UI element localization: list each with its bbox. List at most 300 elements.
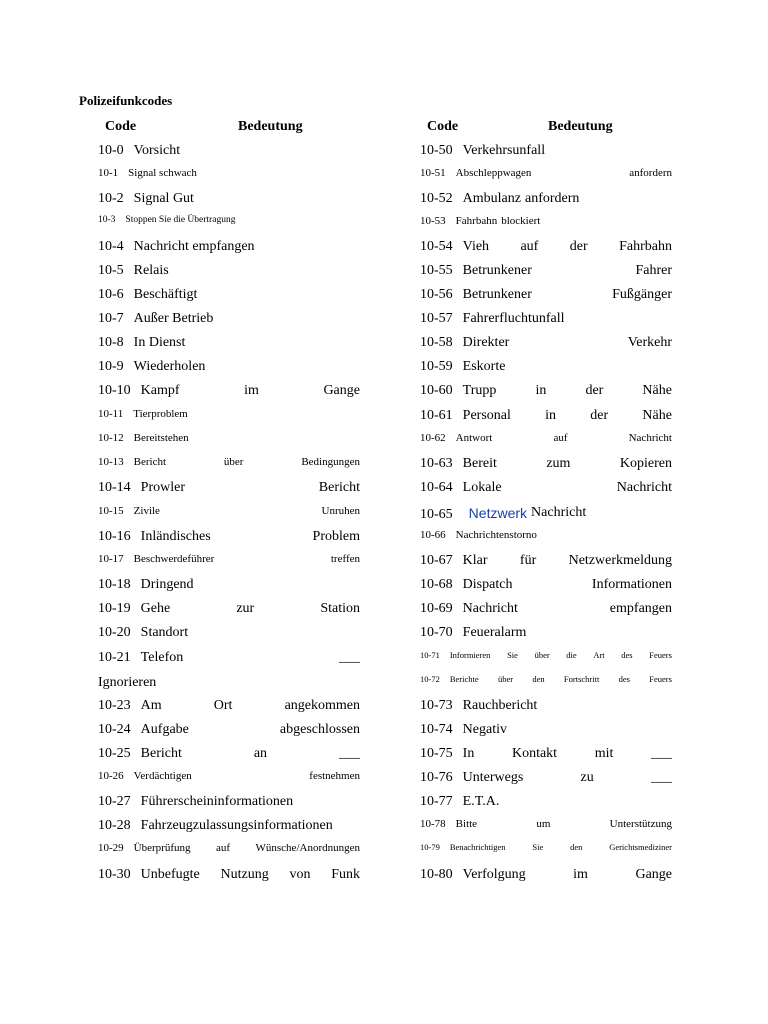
code-meaning	[463, 311, 672, 327]
meaning-word: Verkehr	[627, 335, 672, 350]
code-value: 10-4	[98, 239, 124, 254]
code-value: 10-71	[420, 650, 440, 660]
meaning-word: Am	[140, 698, 162, 713]
meaning-word: Standort	[140, 625, 189, 640]
code-meaning	[450, 650, 672, 660]
code-row	[420, 867, 672, 887]
meaning-word: für	[519, 553, 537, 568]
meaning-word: Trupp	[462, 383, 497, 398]
code-meaning	[141, 601, 360, 617]
meaning-word: Wünsche/Anordnungen	[255, 842, 360, 854]
meaning-word: Fahrbahn	[619, 239, 672, 254]
code-meaning	[463, 625, 672, 641]
meaning-word: über	[497, 674, 514, 684]
code-meaning	[463, 287, 672, 303]
code-meaning	[141, 529, 360, 545]
code-value: 10-9	[98, 359, 124, 374]
code-row	[420, 577, 672, 597]
code-meaning	[463, 263, 672, 279]
meaning-word: Unterwegs	[462, 770, 524, 785]
meaning-word: Abschleppwagen	[455, 167, 532, 179]
meaning-word: blockiert	[501, 215, 541, 227]
code-meaning	[125, 215, 360, 225]
code-meaning	[463, 746, 672, 762]
meaning-word: Bericht	[133, 456, 167, 468]
meaning-word: ___	[338, 746, 360, 761]
code-value: 10-72	[420, 674, 440, 684]
code-value: 10-58	[420, 335, 453, 350]
code-meaning	[463, 794, 672, 810]
code-row	[420, 335, 672, 355]
meaning-word: Überprüfung	[133, 842, 191, 854]
code-meaning	[450, 674, 672, 684]
code-meaning	[141, 746, 360, 762]
code-row	[420, 480, 672, 500]
meaning-word: auf	[553, 432, 568, 444]
meaning-word: Direkter	[462, 335, 510, 350]
code-row	[98, 335, 360, 355]
meaning-word: zum	[546, 456, 571, 471]
code-value: 10-8	[98, 335, 124, 350]
meaning-word: Klar	[462, 553, 488, 568]
code-value: 10-23	[98, 698, 131, 713]
code-value: 10-12	[98, 432, 124, 444]
code-row	[420, 456, 672, 476]
meaning-word: auf	[520, 239, 539, 254]
meaning-word: Stoppen Sie die Übertragung	[125, 215, 236, 225]
meaning-word: über	[223, 456, 244, 468]
meaning-word: Station	[320, 601, 360, 616]
code-row	[98, 215, 360, 235]
code-value: 10-19	[98, 601, 131, 616]
code-value: 10-2	[98, 191, 124, 206]
code-value: 10-13	[98, 456, 124, 468]
code-meaning	[463, 480, 672, 496]
meaning-word: ___	[650, 770, 672, 785]
meaning-word: Führerscheininformationen	[140, 794, 294, 809]
code-meaning	[141, 818, 360, 834]
left-meaning-header: Bedeutung	[238, 119, 303, 134]
code-meaning	[463, 335, 672, 351]
meaning-word: Feuers	[649, 674, 672, 684]
code-meaning	[133, 408, 360, 420]
code-row	[98, 842, 360, 862]
netzwerk-link[interactable]: Netzwerk	[468, 505, 528, 521]
meaning-word: Ort	[213, 698, 233, 713]
code-meaning	[456, 432, 672, 444]
code-row	[420, 167, 672, 187]
meaning-word: ___	[651, 746, 672, 761]
meaning-word: Bereit	[462, 456, 497, 471]
code-meaning	[463, 722, 672, 738]
left-code-header: Code	[105, 119, 137, 134]
code-row	[420, 770, 672, 790]
code-meaning	[134, 553, 360, 565]
code-meaning	[141, 480, 360, 496]
meaning-word: Telefon	[140, 650, 184, 665]
code-value: 10-6	[98, 287, 124, 302]
code-value: 10-79	[420, 842, 440, 852]
meaning-word: Netzwerkmeldung	[568, 553, 672, 568]
code-value: 10-5	[98, 263, 124, 278]
code-row	[420, 722, 672, 742]
meaning-word: von	[289, 867, 311, 882]
code-value: 10-77	[420, 794, 453, 809]
code-meaning	[456, 215, 672, 227]
code-row	[420, 215, 672, 235]
meaning-word: Inländisches	[140, 529, 211, 544]
meaning-word: Feuers	[649, 650, 672, 660]
code-row	[420, 625, 672, 645]
code-meaning	[134, 143, 360, 159]
code-meaning	[463, 191, 672, 207]
code-row	[98, 359, 360, 379]
code-meaning	[134, 335, 360, 351]
code-value: 10-76	[420, 770, 453, 785]
meaning-word: Nachricht	[616, 480, 672, 495]
meaning-word: in	[545, 408, 557, 423]
code-row	[420, 650, 672, 670]
meaning-word: ___	[339, 650, 360, 665]
code-row	[98, 867, 360, 887]
meaning-word: Bedingungen	[301, 456, 360, 468]
meaning-word: Funk	[331, 867, 360, 882]
meaning-word: Nachricht	[628, 432, 672, 444]
code-value: 10-10	[98, 383, 131, 398]
meaning-word: Aufgabe	[140, 722, 189, 737]
meaning-word: Gange	[323, 383, 360, 398]
code-row	[98, 601, 360, 621]
code-meaning	[134, 263, 360, 279]
code-meaning	[463, 408, 672, 424]
code-value: 10-28	[98, 818, 131, 833]
code-value: 10-62	[420, 432, 446, 444]
meaning-word: Lokale	[462, 480, 502, 495]
code-meaning	[141, 867, 360, 883]
code-row	[420, 408, 672, 428]
meaning-word: Verkehrsunfall	[462, 143, 546, 158]
meaning-word: Fußgänger	[612, 287, 672, 302]
meaning-word: die	[566, 650, 577, 660]
meaning-word: Bericht	[140, 746, 182, 761]
meaning-word: Nutzung	[220, 867, 269, 882]
meaning-word: Informieren	[449, 650, 491, 660]
meaning-word: im	[573, 867, 588, 882]
code-row	[420, 287, 672, 307]
code-value: 10-54	[420, 239, 453, 254]
code-value: 10-7	[98, 311, 124, 326]
code-value: 10-0	[98, 143, 124, 158]
code-row	[420, 311, 672, 331]
code-meaning	[134, 239, 360, 255]
meaning-word: abgeschlossen	[279, 722, 360, 737]
code-meaning	[141, 577, 360, 593]
code-value: 10-14	[98, 480, 131, 495]
code-row	[420, 698, 672, 718]
code-meaning	[450, 842, 672, 852]
code-row	[98, 818, 360, 838]
meaning-word: Fahrzeugzulassungsinformationen	[140, 818, 333, 833]
code-value: 10-66	[420, 529, 446, 541]
code-meaning	[134, 770, 360, 782]
meaning-word: Gerichtsmediziner	[609, 842, 672, 852]
code-value: 10-63	[420, 456, 453, 471]
meaning-word: den	[532, 674, 545, 684]
code-value: 10-30	[98, 867, 131, 882]
code-value: 10-16	[98, 529, 131, 544]
meaning-word: empfangen	[609, 601, 672, 616]
code-value: 10-27	[98, 794, 131, 809]
meaning-word: Beschwerdeführer	[133, 553, 215, 565]
meaning-word: Bitte	[455, 818, 478, 830]
meaning-word: Prowler	[140, 480, 185, 495]
meaning-word: Signal Gut	[133, 191, 194, 206]
meaning-word: den	[570, 842, 583, 852]
code-row	[98, 311, 360, 331]
code-row	[420, 263, 672, 283]
meaning-word: Relais	[133, 263, 169, 278]
meaning-word: mit	[594, 746, 614, 761]
code-row	[98, 746, 360, 766]
code-row	[98, 577, 360, 597]
meaning-word: Fahrerfluchtunfall	[462, 311, 565, 326]
code-meaning	[128, 167, 360, 179]
meaning-word: der	[585, 383, 604, 398]
code-meaning	[463, 577, 672, 593]
meaning-word: auf	[215, 842, 231, 854]
code-meaning	[134, 505, 360, 517]
code-row	[420, 746, 672, 766]
code-row	[420, 383, 672, 403]
meaning-word: Sie	[507, 650, 518, 660]
meaning-word: Rauchbericht	[462, 698, 538, 713]
code-row	[98, 770, 360, 790]
code-meaning	[134, 287, 360, 303]
code-value: 10-15	[98, 505, 124, 517]
code-meaning	[456, 818, 672, 830]
meaning-word: Problem	[312, 529, 360, 544]
meaning-word: In Dienst	[133, 335, 186, 350]
code-value: 10-17	[98, 553, 124, 565]
meaning-word: des	[618, 674, 630, 684]
meaning-word: Kontakt	[511, 746, 558, 761]
code-row	[98, 625, 360, 645]
code-meaning	[134, 191, 360, 207]
code-value: 10-70	[420, 625, 453, 640]
meaning-word: Unterstützung	[609, 818, 672, 830]
code-value: 10-69	[420, 601, 453, 616]
code-meaning	[134, 359, 360, 375]
meaning-word: In	[462, 746, 475, 761]
code-value: 10-55	[420, 263, 453, 278]
meaning-word: Negativ	[462, 722, 507, 737]
code-meaning	[463, 359, 672, 375]
meaning-word: festnehmen	[309, 770, 360, 782]
meaning-word: Nähe	[642, 408, 672, 423]
meaning-word: Kampf	[140, 383, 180, 398]
code-meaning	[463, 867, 672, 883]
code-row	[420, 143, 672, 163]
wrapped-meaning-line: Ignorieren	[98, 675, 157, 690]
code-row	[98, 722, 360, 742]
code-row	[98, 383, 360, 403]
code-row	[98, 143, 360, 163]
meaning-word: Fortschritt	[563, 674, 600, 684]
meaning-word: Sie	[532, 842, 544, 852]
code-row	[420, 191, 672, 211]
code-value: 10-18	[98, 577, 131, 592]
code-row	[420, 794, 672, 814]
meaning-word: Beschäftigt	[133, 287, 198, 302]
meaning-word: Dringend	[140, 577, 194, 592]
code-value: 10-26	[98, 770, 124, 782]
code-row	[98, 263, 360, 283]
code-value: 10-11	[98, 408, 124, 420]
code-value: 10-1	[98, 167, 119, 179]
meaning-word: Gange	[635, 867, 672, 882]
meaning-word: Bereitstehen	[133, 432, 189, 444]
code-value: 10-51	[420, 167, 446, 179]
code-value: 10-50	[420, 143, 453, 158]
meaning-word: Vieh	[462, 239, 490, 254]
code-row	[98, 794, 360, 814]
meaning-word: zu	[580, 770, 594, 785]
code-row	[98, 191, 360, 211]
code-value: 10-65	[420, 507, 453, 522]
code-row	[98, 698, 360, 718]
code-row	[420, 359, 672, 379]
meaning-word: der	[590, 408, 609, 423]
meaning-word: Ambulanz	[462, 191, 521, 206]
code-meaning	[134, 432, 360, 444]
code-value: 10-29	[98, 842, 124, 854]
meaning-word: Kopieren	[619, 456, 672, 471]
code-meaning	[134, 842, 360, 854]
code-value: 10-57	[420, 311, 453, 326]
code-value: 10-21	[98, 650, 131, 665]
meaning-word: in	[535, 383, 547, 398]
meaning-word: Feueralarm	[462, 625, 527, 640]
meaning-word: im	[244, 383, 259, 398]
code-value: 10-75	[420, 746, 453, 761]
meaning-word: an	[253, 746, 268, 761]
meaning-word: anfordern	[525, 191, 580, 206]
code-meaning	[141, 794, 360, 810]
code-value: 10-61	[420, 408, 453, 423]
meaning-word: Vorsicht	[133, 143, 181, 158]
code-value: 10-67	[420, 553, 453, 568]
meaning-word: Nähe	[642, 383, 672, 398]
code-row	[98, 287, 360, 307]
code-row	[420, 432, 672, 452]
code-row	[98, 167, 360, 187]
code-meaning	[141, 650, 360, 666]
meaning-word: Berichte	[449, 674, 479, 684]
code-row	[98, 432, 360, 452]
meaning-word: des	[621, 650, 633, 660]
meaning-word: Betrunkener	[462, 263, 532, 278]
code-meaning	[463, 143, 672, 159]
code-row	[420, 601, 672, 621]
meaning-word: Antwort	[455, 432, 493, 444]
meaning-word: Nachricht empfangen	[133, 239, 255, 254]
meaning-word: Unruhen	[321, 505, 360, 517]
code-meaning	[456, 529, 672, 541]
meaning-word: E.T.A.	[462, 794, 500, 809]
code-row	[420, 842, 672, 862]
meaning-word: Verdächtigen	[133, 770, 192, 782]
meaning-word: Nachricht	[531, 505, 587, 520]
meaning-word: Fahrbahn	[455, 215, 498, 227]
meaning-word: Nachrichtenstorno	[455, 529, 537, 541]
meaning-word: Betrunkener	[462, 287, 532, 302]
code-meaning	[463, 698, 672, 714]
meaning-word: treffen	[330, 553, 360, 565]
meaning-word: Personal	[462, 408, 511, 423]
code-row	[420, 239, 672, 259]
code-meaning	[141, 625, 360, 641]
meaning-word: Signal schwach	[128, 167, 197, 179]
meaning-word: anfordern	[629, 167, 672, 179]
code-row	[98, 529, 360, 549]
code-value: 10-52	[420, 191, 453, 206]
right-code-header: Code	[427, 119, 459, 134]
meaning-word: Unbefugte	[140, 867, 200, 882]
code-value: 10-60	[420, 383, 453, 398]
code-value: 10-78	[420, 818, 446, 830]
code-meaning	[141, 383, 360, 399]
code-value: 10-53	[420, 215, 446, 227]
meaning-word: Art	[593, 650, 605, 660]
code-value: 10-64	[420, 480, 453, 495]
meaning-word: Nachricht	[462, 601, 518, 616]
meaning-word: Verfolgung	[462, 867, 526, 882]
meaning-word: Benachrichtigen	[449, 842, 506, 852]
code-value: 10-25	[98, 746, 131, 761]
code-value: 10-56	[420, 287, 453, 302]
code-value: 10-80	[420, 867, 453, 882]
code-row	[420, 674, 672, 694]
code-row	[420, 529, 672, 549]
meaning-word: zur	[236, 601, 255, 616]
meaning-word: Fahrer	[635, 263, 672, 278]
meaning-word: um	[536, 818, 551, 830]
code-meaning	[463, 456, 672, 472]
code-meaning	[141, 698, 360, 714]
meaning-word: Bericht	[318, 480, 360, 495]
code-meaning	[463, 239, 672, 255]
code-row	[98, 456, 360, 476]
code-meaning	[463, 770, 672, 786]
meaning-word: über	[534, 650, 550, 660]
meaning-word: Eskorte	[462, 359, 506, 374]
meaning-word: Tierproblem	[133, 408, 188, 420]
code-value: 10-3	[98, 215, 116, 225]
code-row	[98, 480, 360, 500]
meaning-word: der	[569, 239, 588, 254]
code-row	[98, 650, 360, 670]
code-row	[420, 553, 672, 573]
code-meaning	[134, 456, 360, 468]
document-title: Polizeifunkcodes	[79, 93, 173, 108]
meaning-word: Informationen	[591, 577, 672, 592]
code-row	[98, 239, 360, 259]
code-meaning	[463, 601, 672, 617]
code-meaning	[463, 505, 672, 521]
code-meaning	[141, 722, 360, 738]
code-value: 10-73	[420, 698, 453, 713]
code-meaning	[463, 553, 672, 569]
